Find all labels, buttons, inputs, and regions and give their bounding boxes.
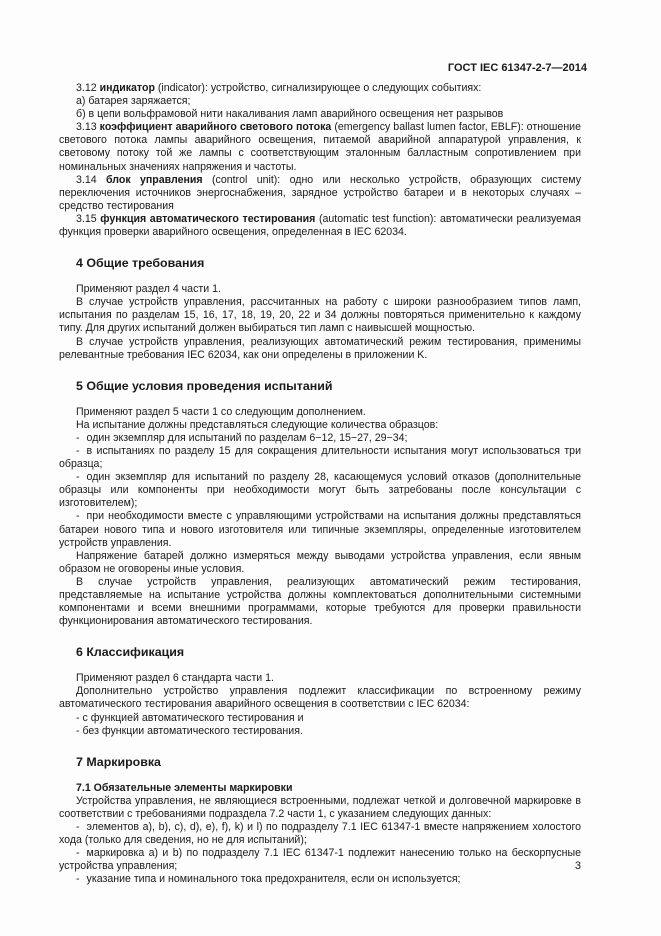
list-item: - в испытаниях по разделу 15 для сокращения длительности испытания могут использоваться три образца; [59,445,581,471]
subsection-7-1-heading: 7.1 Обязательные элементы маркировки [76,781,293,794]
paragraph: В случае устройств управления, реализующих автоматический режим тестирования, представляемые на испытание устройства должны комплектоваться дополнительными системными компонентами и всеми внешними программами, которые требуются для проверки правильности функционирования автоматического тестирования. [59,575,581,628]
paragraph: Напряжение батарей должно измеряться между выводами устройства управления, если явным образом не оговорены иные условия. [59,549,581,575]
list-item: - указание типа и номинального тока предохранителя, если он используется; [59,873,581,886]
list-item: - элементов а), b), c), d), e), f), k) и l) по подразделу 7.1 IEC 61347-1 вместе напряжением холостого хода (только для сведения, но не для испытаний); [59,821,581,847]
list-item: - при необходимости вместе с управляющими устройствами на испытания должны представляться батареи нового типа и нового изготовителя или типичные экземпляры, определенные изготовителем устройств управления. [59,510,581,549]
section-6-heading: 6 Классификация [76,645,185,660]
section-7-heading: 7 Маркировка [76,754,161,769]
definition-3-14: 3.14 блок управления (control unit): одно или несколько устройств, образующих систему переключения источников энергоснабжения, зарядное устройство батареи и в некоторых случаях – средство тестирования [59,173,581,212]
list-item: - маркировка а) и b) по подразделу 7.1 IEC 61347-1 подлежит нанесению только на бескорпусные устройства управления; [59,847,581,873]
section-4-heading: 4 Общие требования [76,256,205,271]
list-item: - без функции автоматического тестирования. [76,724,303,737]
page-number: 3 [574,860,581,872]
paragraph: Дополнительно устройство управления подлежит классификации по встроенному режиму автоматического тестирования аварийного освещения в соответствии с IEC 62034: [59,685,581,711]
definition-3-12: 3.12 индикатор (indicator): устройство, сигнализирующее о следующих событиях: [76,82,482,94]
paragraph: Применяют раздел 5 части 1 со следующим дополнением. [76,405,366,418]
paragraph: В случае устройств управления, рассчитанных на работу с широки разнообразием типов ламп, испытания по разделам 15, 16, 17, 18, 19, 20, 22 и 34 должны повторяться применительно к каждому типу. Для других испытаний должен выбираться тип ламп с наивысшей мощностью. [59,296,581,335]
list-item: - один экземпляр для испытаний по разделам 6−12, 15−27, 29−34; [59,432,581,445]
paragraph: В случае устройств управления, реализующих автоматический режим тестирования, применимы релевантные требования IEC 62034, как они определены в приложении K. [59,335,581,361]
document-body [59,82,581,887]
document-header: ГОСТ IEC 61347-2-7—2014 [447,62,587,74]
list-item: а) батарея заряжается; [76,95,191,108]
section-5-heading: 5 Общие условия проведения испытаний [76,378,333,393]
definition-3-13: 3.13 коэффициент аварийного светового потока (emergency ballast lumen factor, EBLF): отношение светового потока лампы аварийного освещения, питаемой аварийной аппаратурой управления, к световому потоку той же лампы с соответствующим эталонным балластным сопротивлением при номинальных значениях напряжения и частоты. [59,121,581,173]
paragraph: Применяют раздел 4 части 1. [76,283,221,296]
paragraph: Устройства управления, не являющиеся встроенными, подлежат четкой и долговечной маркировке в соответствии с требованиями подраздела 7.2 части 1, с указанием следующих данных: [59,794,581,820]
definition-3-15: 3.15 функция автоматического тестирования (automatic test function): автоматически реализуемая функция проверки аварийного освещения, определенная в IEC 62034. [59,212,581,239]
list-item: б) в цепи вольфрамовой нити накаливания ламп аварийного освещения нет разрывов [76,108,504,121]
list-item: - с функцией автоматического тестирования и [76,711,304,724]
list-item: - один экземпляр для испытаний по разделу 28, касающемуся условий отказов (дополнительные образцы или компоненты при необходимости могут быть затребованы после консультации с изготовителем); [59,471,581,510]
paragraph: На испытание должны представляться следующие количества образцов: [76,418,439,431]
paragraph: Применяют раздел 6 стандарта части 1. [76,672,274,685]
